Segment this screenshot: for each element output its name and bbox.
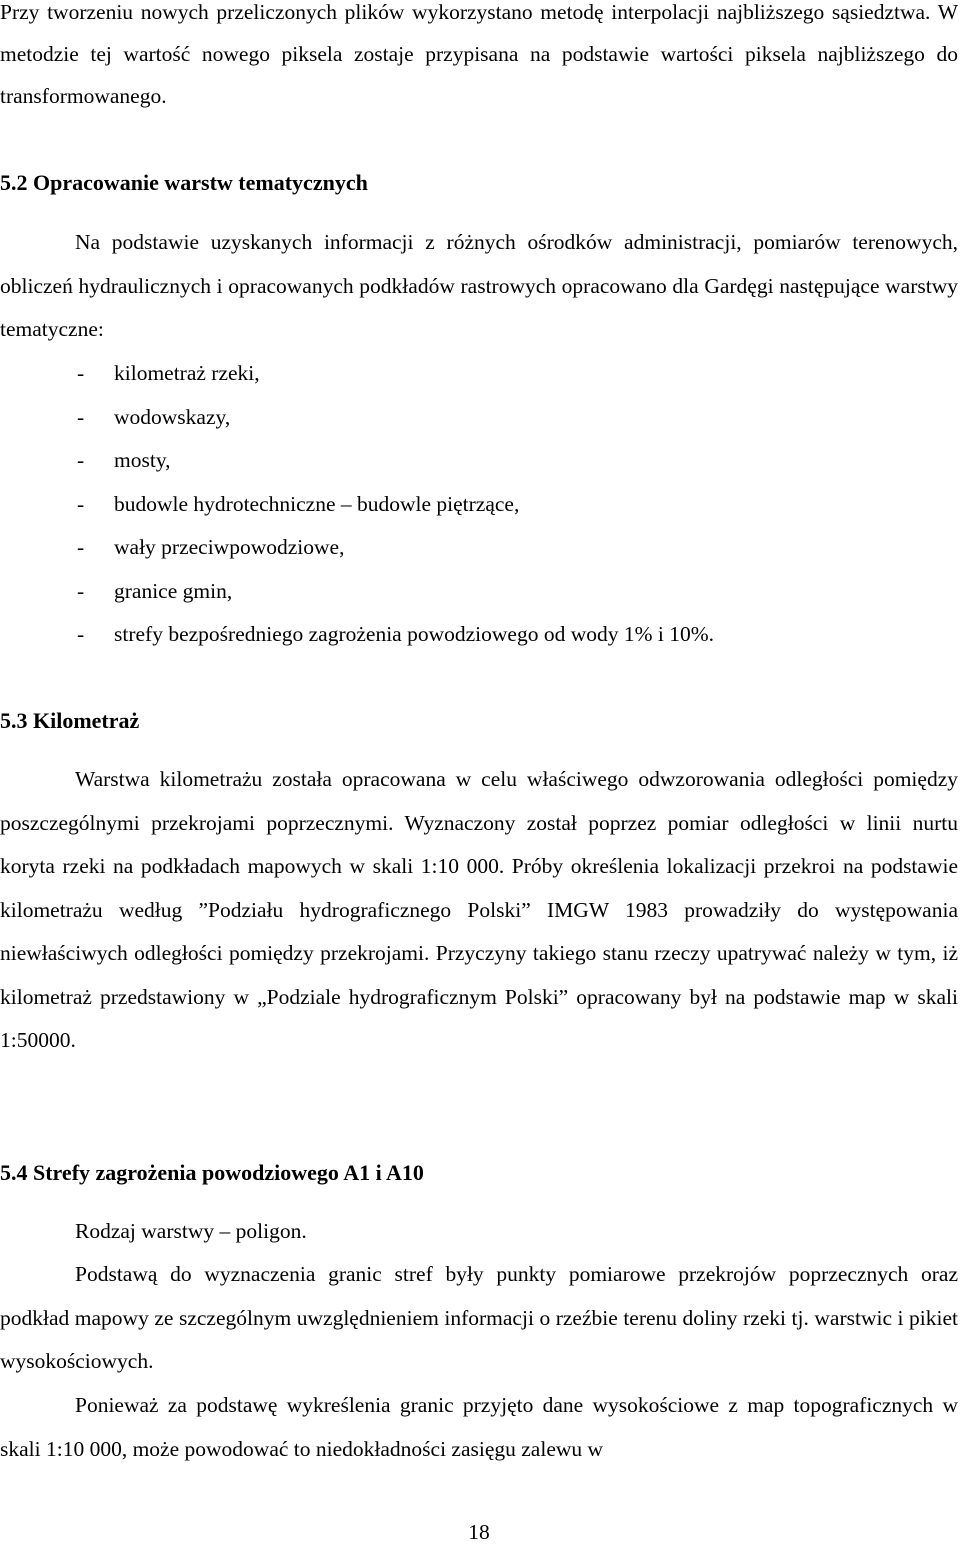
- section-5-4-heading: 5.4 Strefy zagrożenia powodziowego A1 i A10: [0, 1160, 424, 1185]
- section-5-4-paragraph-2-block: [0, 1253, 958, 1384]
- section-5-2-heading: 5.2 Opracowanie warstw tematycznych: [0, 170, 368, 195]
- list-item: - mosty,: [77, 439, 714, 483]
- list-marker: -: [77, 404, 85, 429]
- section-5-4-paragraph-1: Rodzaj warstwy – poligon.: [75, 1219, 307, 1243]
- section-5-3-paragraph: Warstwa kilometrażu została opracowana w celu właściwego odwzorowania odległości pomiędzy poszczególnymi przekrojami poprzecznymi. Wyznaczony został poprzez pomiar odległości w linii nurtu koryta rzeki na podkładach mapowych w skali 1:10 000. Próby określenia lokalizacji przekroi na podstawie kilometrażu według ”Podziału hydrograficznego Polski” IMGW 1983 prowadziły do występowania niewłaściwych odległości pomiędzy przekrojami. Przyczyny takiego stanu rzeczy upatrywać należy w tym, iż kilometraż przedstawiony w „Podziale hydrograficznym Polski” opracowany był na podstawie map w skali 1:50000.: [0, 767, 958, 1052]
- list-item: - granice gmin,: [77, 570, 714, 614]
- list-item: - budowle hydrotechniczne – budowle piętrzące,: [77, 483, 714, 527]
- intro-paragraph: Przy tworzeniu nowych przeliczonych plików wykorzystano metodę interpolacji najbliższego sąsiedztwa. W metodzie tej wartość nowego piksela zostaje przypisana na podstawie wartości piksela najbliższego do transformowanego.: [0, 0, 958, 108]
- section-5-4-paragraph-1-block: [0, 1210, 958, 1254]
- list-marker: -: [77, 578, 85, 603]
- section-5-4-paragraph-3-block: [0, 1384, 958, 1471]
- list-item: - wały przeciwpowodziowe,: [77, 526, 714, 570]
- section-5-4-paragraph-3: Ponieważ za podstawę wykreślenia granic przyjęto dane wysokościowe z map topograficznych w skali 1:10 000, może powodować to niedokładności zasięgu zalewu w: [0, 1393, 958, 1461]
- section-5-2-paragraph-block: [0, 221, 958, 352]
- thematic-layers-list: [77, 352, 714, 657]
- intro-paragraph-block: [0, 0, 958, 117]
- list-item: - wodowskazy,: [77, 396, 714, 440]
- section-5-2-paragraph: Na podstawie uzyskanych informacji z różnych ośrodków administracji, pomiarów terenowych, obliczeń hydraulicznych i opracowanych podkładów rastrowych opracowano dla Gardęgi następujące warstwy tematyczne:: [0, 230, 958, 341]
- list-item: - kilometraż rzeki,: [77, 352, 714, 396]
- section-5-4-paragraph-2: Podstawą do wyznaczenia granic stref były punkty pomiarowe przekrojów poprzecznych oraz podkład mapowy ze szczególnym uwzględnieniem informacji o rzeźbie terenu doliny rzeki tj. warstwic i pikiet wysokościowych.: [0, 1262, 958, 1373]
- section-5-3-paragraph-block: [0, 758, 958, 1063]
- section-5-3-heading: 5.3 Kilometraż: [0, 708, 140, 733]
- list-marker: -: [77, 491, 85, 516]
- list-item: - strefy bezpośredniego zagrożenia powodziowego od wody 1% i 10%.: [77, 613, 714, 657]
- list-marker: -: [77, 361, 85, 385]
- list-marker: -: [77, 448, 85, 472]
- page-number: 18: [468, 1520, 490, 1544]
- list-marker: -: [77, 535, 85, 559]
- list-marker: -: [77, 622, 85, 646]
